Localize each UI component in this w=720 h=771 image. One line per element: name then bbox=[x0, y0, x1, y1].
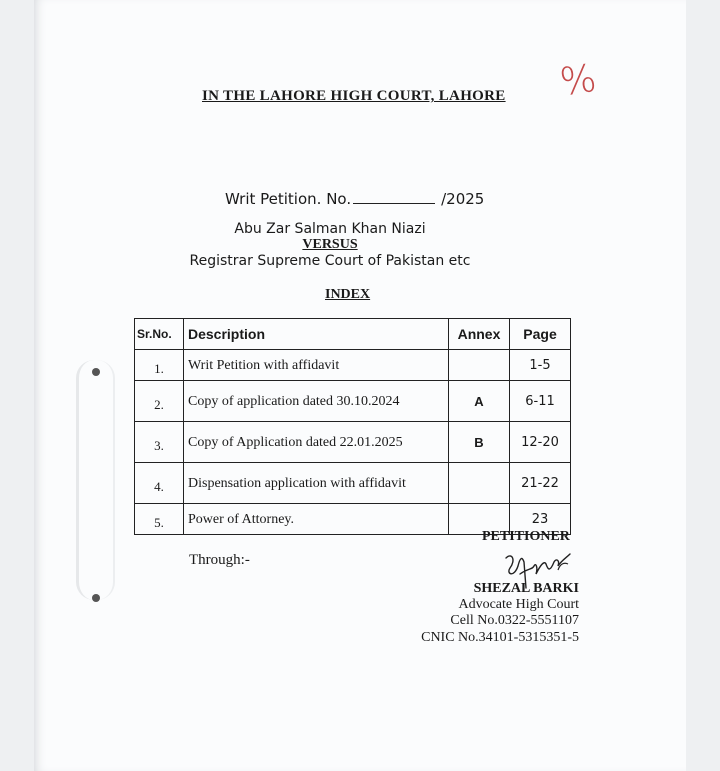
margin-mark: % bbox=[557, 55, 599, 105]
row-sr: 2. bbox=[135, 381, 184, 422]
column-sr-no: Sr.No. bbox=[135, 319, 184, 350]
advocate-title: Advocate High Court bbox=[458, 597, 579, 612]
column-description: Description bbox=[184, 319, 449, 350]
row-sr: 1. bbox=[135, 350, 184, 381]
writ-year: /2025 bbox=[441, 190, 485, 208]
row-annex: A bbox=[449, 381, 510, 422]
row-description: Power of Attorney. bbox=[184, 504, 449, 535]
row-annex bbox=[449, 463, 510, 504]
petitioner-label: PETITIONER bbox=[482, 529, 570, 544]
table-row bbox=[135, 422, 571, 463]
row-annex: B bbox=[449, 422, 510, 463]
respondent-name: Registrar Supreme Court of Pakistan etc bbox=[189, 253, 471, 269]
row-page: 21-22 bbox=[510, 463, 571, 504]
row-page: 12-20 bbox=[510, 422, 571, 463]
row-page: 6-11 bbox=[510, 381, 571, 422]
court-heading: IN THE LAHORE HIGH COURT, LAHORE bbox=[202, 88, 506, 104]
row-sr: 5. bbox=[135, 504, 184, 535]
writ-prefix: Writ Petition. No. bbox=[225, 190, 352, 208]
table-row bbox=[135, 350, 571, 381]
petitioner-name: Abu Zar Salman Khan Niazi bbox=[234, 221, 426, 237]
index-table bbox=[134, 318, 571, 535]
row-description: Dispensation application with affidavit bbox=[184, 463, 449, 504]
column-annex: Annex bbox=[449, 319, 510, 350]
advocate-cnic: CNIC No.34101-5315351-5 bbox=[421, 630, 579, 645]
row-sr: 4. bbox=[135, 463, 184, 504]
versus-label: VERSUS bbox=[302, 237, 358, 252]
row-description: Writ Petition with affidavit bbox=[184, 350, 449, 381]
writ-petition-number bbox=[225, 190, 484, 208]
row-annex bbox=[449, 350, 510, 381]
table-row bbox=[135, 463, 571, 504]
advocate-cell: Cell No.0322-5551107 bbox=[450, 613, 579, 628]
index-title: INDEX bbox=[325, 287, 371, 302]
row-sr: 3. bbox=[135, 422, 184, 463]
row-description: Copy of Application dated 22.01.2025 bbox=[184, 422, 449, 463]
writ-number-blank bbox=[353, 191, 435, 204]
table-row bbox=[135, 381, 571, 422]
punch-hole bbox=[92, 594, 100, 602]
row-description: Copy of application dated 30.10.2024 bbox=[184, 381, 449, 422]
punch-hole bbox=[92, 368, 100, 376]
column-page: Page bbox=[510, 319, 571, 350]
binding-strip bbox=[76, 360, 115, 600]
through-label: Through:- bbox=[189, 552, 250, 568]
row-page: 23 bbox=[510, 504, 571, 535]
advocate-name: SHEZAL BARKI bbox=[473, 581, 579, 596]
index-header-row bbox=[135, 319, 571, 350]
row-page: 1-5 bbox=[510, 350, 571, 381]
